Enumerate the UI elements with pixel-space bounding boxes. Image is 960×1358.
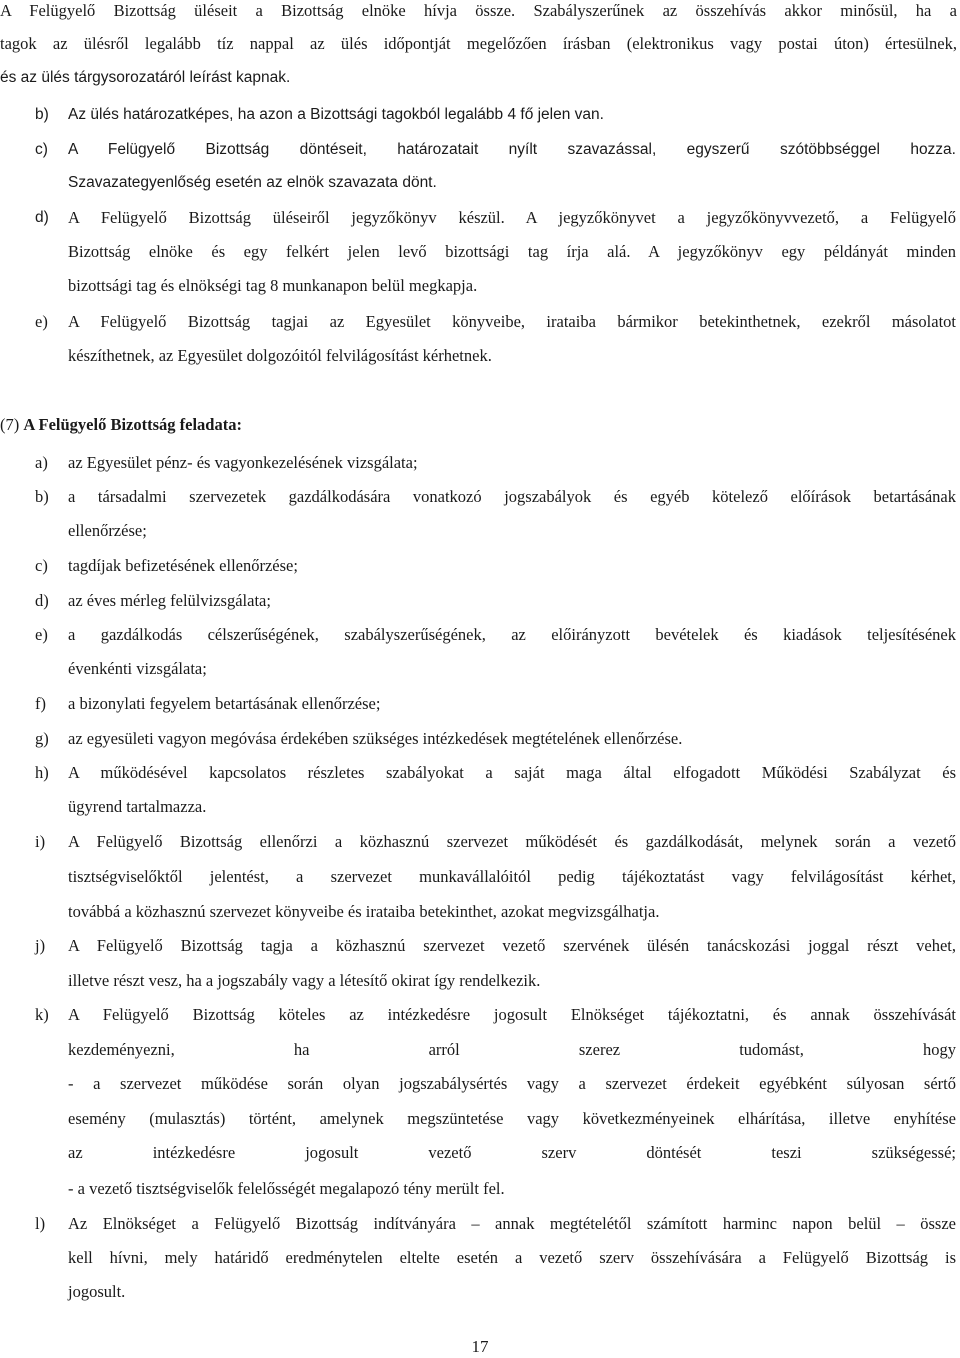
item-text-line: évenkénti vizsgálata; xyxy=(68,659,207,678)
item-label: e) xyxy=(35,625,48,644)
item-label: g) xyxy=(35,729,49,748)
item-label: c) xyxy=(35,141,48,158)
item-label: d) xyxy=(35,209,49,226)
item-text-line: az intézkedésre jogosult vezető szerv döntését teszi szükségessé; xyxy=(68,1143,956,1162)
section-title: A Felügyelő Bizottság feladata: xyxy=(23,415,242,434)
section-number: (7) xyxy=(0,415,20,434)
item-label: b) xyxy=(35,106,49,123)
intro-line-2: tagok az ülésről legalább tíz nappal az ülés időpontját megelőzően írásban (elektronikus vagy postai úton) értesülnek, xyxy=(0,34,957,53)
item-text-line: - a szervezet működése során olyan jogszabálysértés vagy a szervezet érdekeit egyébként súlyosan sértő xyxy=(68,1074,956,1093)
section7-heading xyxy=(0,414,960,436)
item-text-line: Az Elnökséget a Felügyelő Bizottság indítványára – annak megtételétől számított harminc napon belül – össze xyxy=(68,1214,956,1233)
item-label: l) xyxy=(35,1214,46,1233)
item-text-line: esemény (mulasztás) történt, amelynek megszüntetése vagy következményeinek elhárítása, illetve enyhítése xyxy=(68,1109,956,1128)
item-text-line: ügyrend tartalmazza. xyxy=(68,797,207,816)
item-label: j) xyxy=(35,936,46,955)
page-number: 17 xyxy=(471,1337,489,1356)
item-label: b) xyxy=(35,487,49,506)
item-text-line: A Felügyelő Bizottság ellenőrzi a közhasznú szervezet működését és gazdálkodását, melynek során a vezető xyxy=(68,832,956,851)
item-label: k) xyxy=(35,1005,49,1024)
item-label: f) xyxy=(35,694,46,713)
item-text-line: Szavazategyenlőség esetén az elnök szavazata dönt. xyxy=(68,174,437,191)
item-text-line: készíthetnek, az Egyesület dolgozóitól felvilágosítást kérhetnek. xyxy=(68,346,492,365)
item-text-line: ellenőrzése; xyxy=(68,521,147,540)
item-text-line: A Felügyelő Bizottság üléseiről jegyzőkönyv készül. A jegyzőkönyvet a jegyzőkönyvvezető, a Felügyelő xyxy=(68,208,956,227)
item-label: d) xyxy=(35,591,49,610)
item-text-line: továbbá a közhasznú szervezet könyveibe és irataiba betekinthet, azokat megvizsgálhatja. xyxy=(68,902,660,921)
item-label: c) xyxy=(35,556,48,575)
item-label: h) xyxy=(35,763,49,782)
intro-line-1: A Felügyelő Bizottság üléseit a Bizottság elnöke hívja össze. Szabályszerűnek az összehívás akkor minősül, ha a xyxy=(0,1,957,20)
item-text-line: A működésével kapcsolatos részletes szabályokat a saját maga által elfogadott Működési Szabályzat és xyxy=(68,763,956,782)
item-text-line: Bizottság elnöke és egy felkért jelen levő bizottsági tag írja alá. A jegyzőkönyv egy példányát minden xyxy=(68,242,956,261)
item-text-line: A Felügyelő Bizottság tagjai az Egyesület könyveibe, irataiba bármikor betekinthetnek, ezekről másolatot xyxy=(68,312,956,331)
item-text-line: A Felügyelő Bizottság döntéseit, határozatait nyílt szavazással, egyszerű szótöbbséggel hozza. xyxy=(68,141,956,158)
item-text-line: bizottsági tag és elnökségi tag 8 munkanapon belül megkapja. xyxy=(68,276,478,295)
item-text-line: A Felügyelő Bizottság tagja a közhasznú szervezet vezető szervének ülésén tanácskozási joggal részt vehet, xyxy=(68,936,956,955)
item-text-line: - a vezető tisztségviselők felelősségét megalapozó tény merült fel. xyxy=(68,1179,505,1198)
item-text-line: illetve részt vesz, ha a jogszabály vagy a létesítő okirat így rendelkezik. xyxy=(68,971,541,990)
item-text-line: kell hívni, mely határidő eredménytelen eltelte esetén a vezető szerv összehívására a Felügyelő Bizottság is xyxy=(68,1248,956,1267)
item-text-line: kezdeményezni, ha arról szerez tudomást, hogy xyxy=(68,1040,956,1059)
item-text-line: tisztségviselőktől jelentést, a szervezet munkavállalóitól pedig tájékoztatást vagy felvilágosítást kérhet, xyxy=(68,867,956,886)
intro-line-3: és az ülés tárgysorozatáról leírást kapnak. xyxy=(0,69,291,86)
item-text-line: a gazdálkodás célszerűségének, szabályszerűségének, az előirányzott bevételek és kiadások teljesítésének xyxy=(68,625,956,644)
item-label: e) xyxy=(35,312,48,331)
item-text-line: tagdíjak befizetésének ellenőrzése; xyxy=(68,556,298,575)
item-text-line: Az ülés határozatképes, ha azon a Bizottsági tagokból legalább 4 fő jelen van. xyxy=(68,106,604,123)
item-label: a) xyxy=(35,453,48,472)
item-text-line: A Felügyelő Bizottság köteles az intézkedésre jogosult Elnökséget tájékoztatni, és annak összehívását xyxy=(68,1005,956,1024)
item-text-line: a bizonylati fegyelem betartásának ellenőrzése; xyxy=(68,694,381,713)
item-text-line: az Egyesület pénz- és vagyonkezelésének vizsgálata; xyxy=(68,453,418,472)
item-text-line: az egyesületi vagyon megóvása érdekében szükséges intézkedések megtételének ellenőrzése. xyxy=(68,729,683,748)
item-text-line: az éves mérleg felülvizsgálata; xyxy=(68,591,271,610)
item-label: i) xyxy=(35,832,46,851)
item-text-line: jogosult. xyxy=(68,1282,126,1301)
item-text-line: a társadalmi szervezetek gazdálkodására vonatkozó jogszabályok és egyéb kötelező előírások betartásának xyxy=(68,487,956,506)
